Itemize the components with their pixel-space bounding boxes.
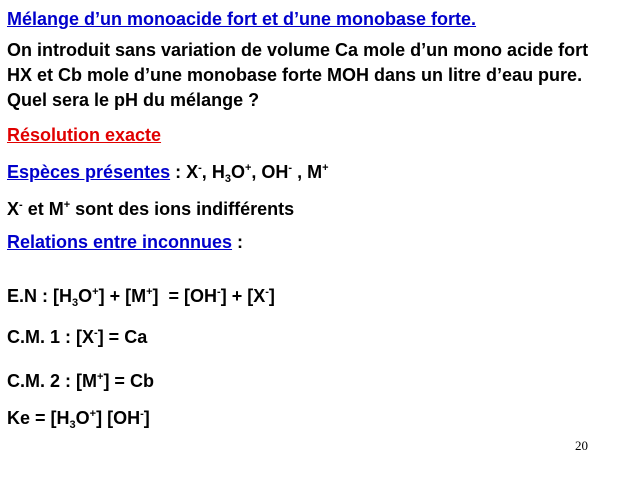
species-h: H [211, 162, 225, 182]
en-part-3: ] + [M [98, 286, 147, 306]
indifferent-x: X [7, 199, 20, 219]
ke-sup-2: - [140, 408, 144, 420]
en-part-2: O [78, 286, 93, 306]
resolution-heading: Résolution exacte [7, 125, 162, 145]
cm1-part-1: C.M. 1 : [X [7, 327, 95, 347]
species-comma-2: , [251, 162, 262, 182]
mass-conservation-1 [7, 326, 147, 348]
cm2-part-1: C.M. 2 : [M [7, 371, 97, 391]
relations-line [7, 231, 243, 253]
ke-part-4: ] [143, 408, 150, 428]
cm1-sup: - [94, 327, 98, 339]
page-title: Mélange d’un monoacide fort et d’une monobase forte. [7, 9, 477, 29]
mass-conservation-2 [7, 370, 154, 392]
en-sup-3: - [217, 286, 221, 298]
indifferent-ions-line [7, 198, 294, 220]
species-o: O [230, 162, 245, 182]
problem-statement: On introduit sans variation de volume Ca mole d’un mono acide fort HX et Cb mole d’une monobase forte MOH dans un litre d’eau pure. Quel sera le pH du mélange ? [7, 40, 589, 110]
species-m-charge: + [322, 162, 329, 174]
ke-sub-3: 3 [69, 419, 76, 431]
en-part-5: ] + [X [220, 286, 266, 306]
en-sup-4: - [265, 286, 269, 298]
species-line [7, 161, 329, 183]
indifferent-m-charge: + [63, 199, 71, 211]
species-x-charge: - [198, 162, 202, 174]
cm2-part-2: ] = Cb [103, 371, 154, 391]
species-oh-charge: - [288, 162, 293, 174]
indifferent-mid: et M [22, 199, 64, 219]
water-ionic-product [7, 407, 150, 429]
en-part-6: ] [268, 286, 275, 306]
en-sup-2: + [146, 286, 153, 298]
ke-part-3: ] [OH [96, 408, 141, 428]
species-x: X [186, 162, 199, 182]
page-number: 20 [575, 438, 588, 453]
species-oh: OH [261, 162, 289, 182]
indifferent-rest: sont des ions indifférents [70, 199, 295, 219]
cm2-sup: + [97, 371, 104, 383]
cm1-part-2: ] = Ca [97, 327, 148, 347]
species-m: M [307, 162, 323, 182]
ke-part-1: Ke = [H [7, 408, 70, 428]
species-comma-3: , [292, 162, 308, 182]
en-part-4: ] = [OH [152, 286, 218, 306]
electroneutrality-equation [7, 285, 275, 307]
ke-part-2: O [75, 408, 90, 428]
relations-colon: : [232, 232, 244, 252]
species-h-sub: 3 [224, 173, 231, 185]
species-h3o-charge: + [244, 162, 252, 174]
species-label: Espèces présentes [7, 162, 171, 182]
ke-sup-1: + [89, 408, 97, 420]
en-sub-3: 3 [72, 297, 79, 309]
species-sep: : [170, 162, 187, 182]
relations-label: Relations entre inconnues [7, 232, 233, 252]
en-part-1: E.N : [H [7, 286, 72, 306]
species-comma-1: , [201, 162, 212, 182]
indifferent-x-charge: - [19, 199, 23, 211]
en-sup-1: + [92, 286, 99, 298]
